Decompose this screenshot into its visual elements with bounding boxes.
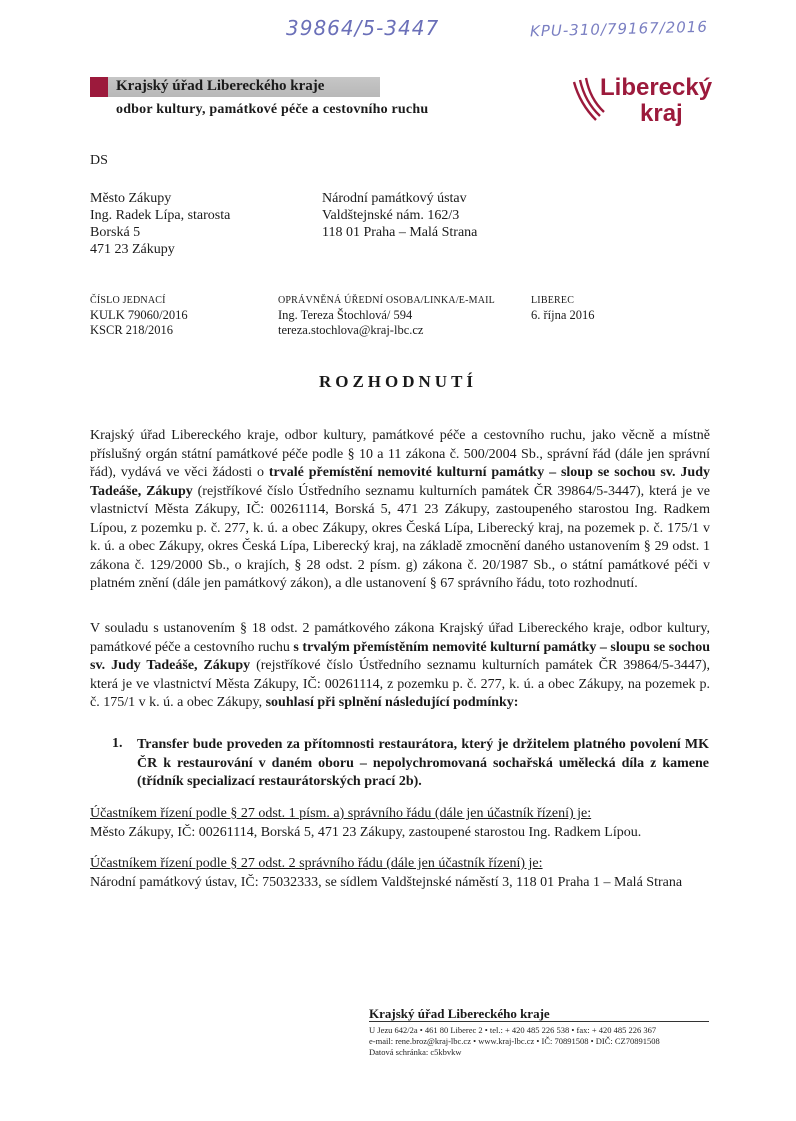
participant-text: Město Zákupy, IČ: 00261114, Borská 5, 471 23 Zákupy, zastoupené starostou Ing. Radkem Lípou.: [90, 824, 642, 840]
participant-block-2: [90, 855, 710, 892]
paragraph-text: V souladu s ustanovením § 18 odst. 2 památkového zákona Krajský úřad Libereckého kraje, odbor kultury, památkové péče a cestovního ruchu: [90, 621, 710, 655]
footer-divider: [369, 1021, 709, 1022]
participant-text: Národní památkový ústav, IČ: 75032333, se sídlem Valdštejnské náměstí 3, 118 01 Praha 1 – Malá Strana: [90, 874, 683, 890]
reference-number: KULK 79060/2016: [90, 308, 188, 322]
letterhead-accent-square: [90, 77, 108, 97]
address-line: 118 01 Praha – Malá Strana: [322, 225, 478, 240]
paragraph-emphasis: s trvalým přemístěním nemovité kulturní památky – sloupu se sochou sv. Judy Tadeáše, Zákupy: [90, 639, 710, 673]
address-line: 471 23 Zákupy: [90, 242, 175, 257]
document-title: ROZHODNUTÍ: [318, 372, 478, 391]
address-line: Národní památkový ústav: [322, 191, 467, 206]
reference-number-block: [90, 293, 188, 338]
document-date: 6. října 2016: [531, 308, 595, 322]
authority-name: Krajský úřad Libereckého kraje: [116, 78, 325, 94]
address-line: Město Zákupy: [90, 191, 172, 206]
condition-number: 1.: [112, 736, 123, 751]
recipient-address-1: [90, 190, 230, 258]
delivery-method: DS: [90, 153, 108, 168]
handwritten-reference-number: KPU-310/79167/2016: [529, 17, 709, 41]
logo-text-line2: kraj: [640, 100, 683, 127]
paragraph-emphasis: souhlasí při splnění následující podmínky:: [265, 695, 519, 710]
footer-data-box: Datová schránka: c5kbvkw: [369, 1047, 462, 1057]
handwritten-file-number: 39864/5-3447: [286, 16, 440, 40]
condition-text: Transfer bude proveden za přítomnosti restaurátora, který je držitelem platného povolení MK ČR k restaurování v daném oboru – nepolychromovaná sochařská umělecká díla z kamene (třídník specializací restaurátorských prací 2b).: [137, 737, 709, 789]
officer-block: [278, 293, 495, 338]
officer-email: tereza.stochlova@kraj-lbc.cz: [278, 323, 424, 337]
reference-number-label: ČÍSLO JEDNACÍ: [90, 295, 166, 306]
paragraph-emphasis: trvalé přemístění nemovité kulturní památky – sloup se sochou sv. Judy Tadeáše, Zákupy: [90, 465, 710, 499]
decision-paragraph-1: [90, 427, 710, 594]
paragraph-text: Krajský úřad Libereckého kraje, odbor kultury, památkové péče a cestovního ruchu, jako věcně a místně příslušný orgán státní památkové péče podle § 10 a 11 zákona č. 500/2004 Sb., správní řád (dále jen správní řád), vydává ve věci žádosti o: [90, 428, 710, 480]
paragraph-text: (rejstříkové číslo Ústředního seznamu kulturních památek ČR 39864/5-3447), která je ve vlastnictví Města Zákupy, IČ: 00261114, z pozemku p. č. 277, k. ú. a obec Zákupy, na pozemek p. č. 175/1 v k. ú. a obec Zákupy,: [90, 658, 710, 710]
participant-block-1: [90, 805, 710, 842]
liberecky-kraj-logo: [570, 74, 713, 134]
address-line: Ing. Radek Lípa, starosta: [90, 208, 231, 223]
footer-address: U Jezu 642/2a • 461 80 Liberec 2 • tel.: + 420 485 226 538 • fax: + 420 485 226 367: [369, 1025, 657, 1035]
participant-label: Účastníkem řízení podle § 27 odst. 2 správního řádu (dále jen účastník řízení) je:: [90, 856, 543, 871]
reference-number: KSCR 218/2016: [90, 323, 174, 337]
department-name: odbor kultury, památkové péče a cestovního ruchu: [116, 102, 429, 117]
participant-label: Účastníkem řízení podle § 27 odst. 1 písm. a) správního řádu (dále jen účastník řízení) je:: [90, 806, 592, 821]
paragraph-text: (rejstříkové číslo Ústředního seznamu kulturních památek ČR 39864/5-3447), která je ve vlastnictví Města Zákupy, IČ: 00261114, Borská 5, 471 23 Zákupy, zastoupeného starostou Ing. Radkem Lípou, z pozemku p. č. 277, k. ú. a obec Zákupy, okres Česká Lípa, Liberecký kraj, na pozemek p. č. 175/1 v k. ú. a obec Zákupy, okres Česká Lípa, Liberecký kraj, na základě zmocnění daného ustanovením § 29 odst. 1 zákona č. 129/2000 Sb., o krajích, § 28 odst. 2 písm. g) zákona č. 20/1987 Sb., o státní památkové péči v platném znění (dále jen památkový zákon), a dle ustanovení § 67 správního řádu, toto rozhodnutí.: [90, 483, 710, 591]
logo-text-line1: Liberecký: [600, 74, 713, 101]
address-line: Borská 5: [90, 225, 141, 240]
address-line: Valdštejnské nám. 162/3: [322, 208, 460, 223]
footer-authority-name: Krajský úřad Libereckého kraje: [369, 1006, 550, 1021]
place-label: LIBEREC: [531, 295, 575, 306]
recipient-address-2: [322, 190, 477, 241]
decision-paragraph-2: [90, 620, 710, 713]
officer-label: OPRÁVNĚNÁ ÚŘEDNÍ OSOBA/LINKA/E-MAIL: [278, 295, 495, 306]
officer-name: Ing. Tereza Štochlová/ 594: [278, 308, 413, 322]
footer-contact: e-mail: rene.broz@kraj-lbc.cz • www.kraj-lbc.cz • IČ: 70891508 • DIČ: CZ70891508: [369, 1036, 660, 1046]
place-date-block: [531, 293, 595, 323]
